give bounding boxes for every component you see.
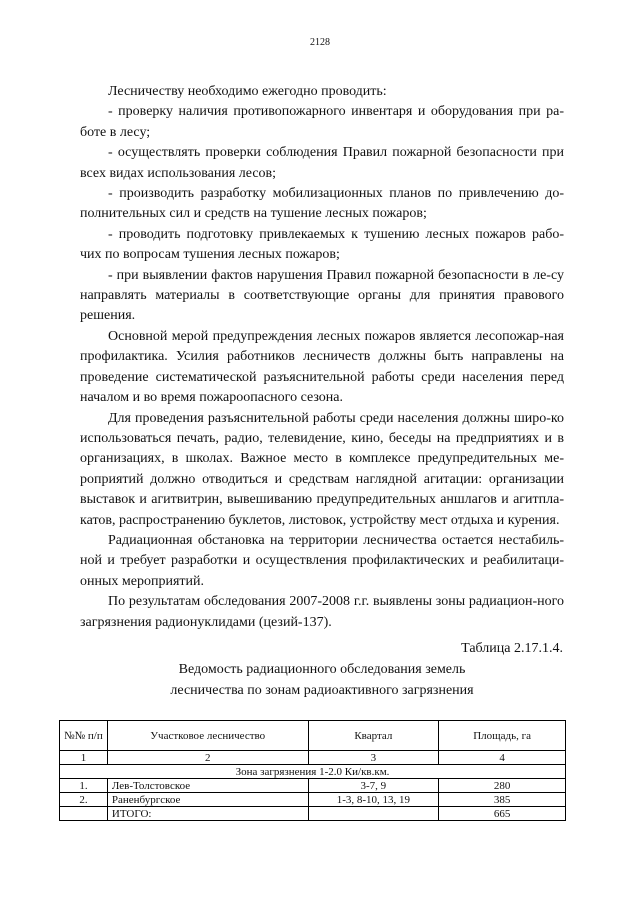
header-cell: Участковое лесничество [107, 721, 308, 751]
paragraph: - проверку наличия противопожарного инвентаря и оборудования при ра-боте в лесу; [80, 104, 564, 140]
header-cell: Квартал [308, 721, 439, 751]
table-label: Таблица 2.17.1.4. [461, 641, 563, 656]
paragraph: Для проведения разъяснительной работы среди населения должны широ-ко использоваться печать, радио, телевидение, кино, беседы на предприятиях и в организациях, в школах. Важное место в комплексе предупредительных ме-роприятий должно отводиться и средствам наглядной агитации: организации выставок и агитвитрин, вывешиванию предупредительных аншлагов и агитпла-катов, распространению буклетов, листовок, устройству мест отдыха и курения. [80, 410, 564, 528]
paragraph: - при выявлении фактов нарушения Правил пожарной безопасности в ле-су направлять материалы в соответствующие органы для принятия правового решения. [80, 267, 564, 324]
zone-row [60, 765, 566, 779]
paragraph: Радиационная обстановка на территории лесничества остается нестабиль-ной и требует разработки и осуществления профилактических и реабилитаци-онных мероприятий. [80, 532, 564, 589]
table-cell: 665 [439, 807, 566, 821]
table-row [60, 779, 566, 793]
table-cell: 4 [439, 751, 566, 765]
table-cell: 280 [439, 779, 566, 793]
table-cell [60, 807, 108, 821]
table-cell: ИТОГО: [107, 807, 308, 821]
paragraph: Основной мерой предупреждения лесных пожаров является лесопожар-ная профилактика. Усилия работников лесничеств должны быть направлены на проведение систематической разъяснительной работы среди населения перед началом и во время пожароопасного сезона. [80, 328, 564, 406]
table-cell: Раненбургское [107, 793, 308, 807]
table-cell: 2. [60, 793, 108, 807]
header-cell: №№ п/п [60, 721, 108, 751]
paragraph: По результатам обследования 2007-2008 г.г. выявлены зоны радиацион-ного загрязнения радионуклидами (цезий-137). [80, 594, 564, 630]
page-number: 2128 [310, 37, 330, 48]
table-row [60, 807, 566, 821]
table-cell: 385 [439, 793, 566, 807]
table-cell: 2 [107, 751, 308, 765]
header-cell: Площадь, га [439, 721, 566, 751]
paragraph: - осуществлять проверки соблюдения Правил пожарной безопасности при всех видах использования лесов; [80, 145, 564, 181]
body-text [80, 82, 564, 633]
table-cell: 1 [60, 751, 108, 765]
table-cell [308, 807, 439, 821]
zone-label: Зона загрязнения 1-2.0 Ки/кв.км. [60, 765, 566, 779]
table-title-line: Ведомость радиационного обследования земель [178, 662, 466, 677]
table-row [60, 793, 566, 807]
table-title-line: лесничества по зонам радиоактивного загрязнения [170, 682, 474, 698]
column-number-row [60, 751, 566, 765]
table-cell: 3 [308, 751, 439, 765]
table-cell: 3-7, 9 [308, 779, 439, 793]
paragraph: - проводить подготовку привлекаемых к тушению лесных пожаров рабо-чих по вопросам тушения лесных пожаров; [80, 226, 564, 263]
radiation-table [59, 720, 566, 821]
paragraph: Лесничеству необходимо ежегодно проводить: [108, 84, 387, 99]
table-cell: 1. [60, 779, 108, 793]
table-cell: 1-3, 8-10, 13, 19 [308, 793, 439, 807]
table-cell: Лев-Толстовское [107, 779, 308, 793]
table-title [80, 660, 564, 701]
paragraph: - производить разработку мобилизационных планов по привлечению до-полнительных сил и средств на тушение лесных пожаров; [80, 186, 564, 222]
table-header-row [60, 721, 566, 751]
